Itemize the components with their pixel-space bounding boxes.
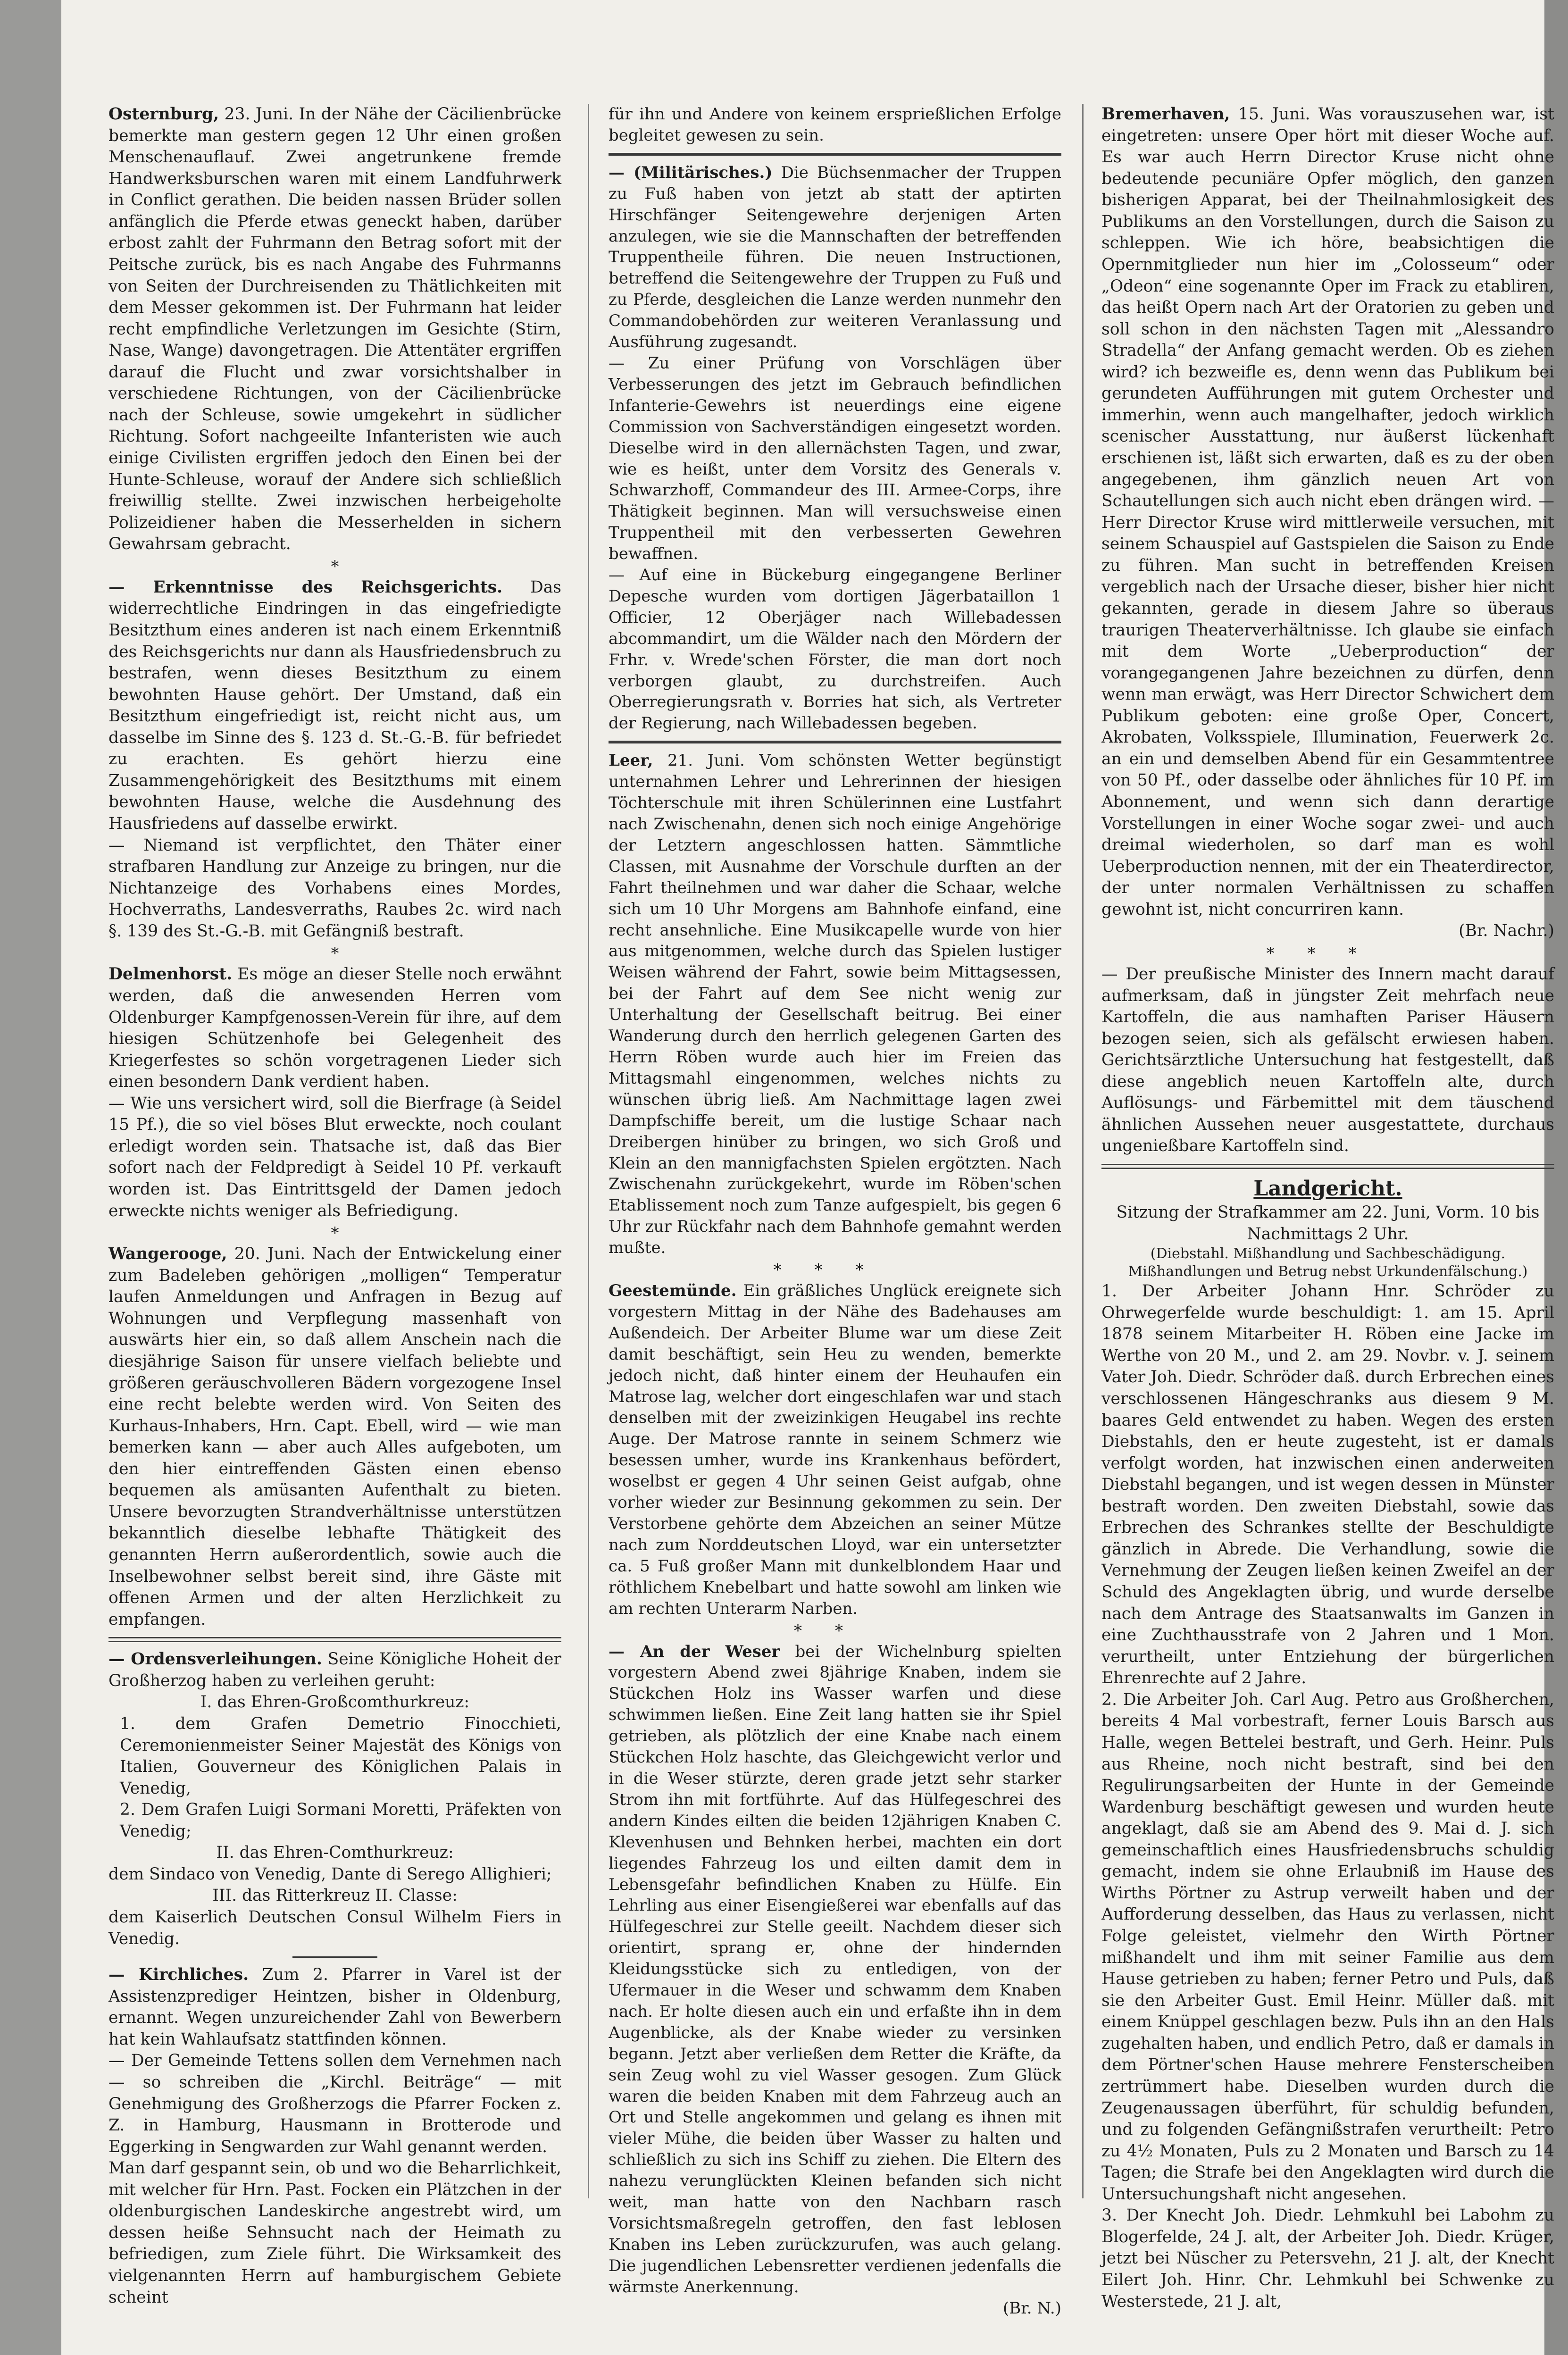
list-heading: II. das Ehren-Comthurkreuz:: [216, 1843, 454, 1862]
article-paragraph: — Wie uns versichert wird, soll die Bierfrage (à Seidel 15 Pf.), die so viel böses Blut erweckte, noch coulant erledigt worden sein. Thatsache ist, daß das Bier sofort nach der Feldpredigt à Seidel 10 Pf. verkauft worden ist. Das Eintrittsgeld der Damen jedoch erweckte nichts weniger als Befriedigung.: [108, 1094, 561, 1220]
award-list: [120, 1713, 561, 1842]
article-paragraph: — Auf eine in Bückeburg eingegangene Berliner Depesche wurden vom dortigen Jägerbataillon 1 Officier, 12 Oberjäger nach Willebadessen abcommandirt, um die Wälder nach den Mördern der Frhr. v. Wrede'schen Förster, die man dort noch verborgen glaubt, zu durchstreifen. Auch Oberregierungsrath v. Borries hat sich, als Vertreter der Regierung, nach Willebadessen begeben.: [609, 566, 1061, 733]
article-paragraph: — Niemand ist verpflichtet, den Thäter einer strafbaren Handlung zur Anzeige zu bringen, nur die Nichtanzeige des Vorhabens eines Mordes, Hochverraths, Landesverraths, Raubes 2c. wird nach §. 139 des St.-G.-B. mit Gefängniß bestraft.: [108, 835, 561, 941]
column-divider: [1082, 104, 1084, 2198]
article-paragraph: [609, 750, 1061, 1259]
article-text: Ein gräßliches Unglück ereignete sich vorgestern Mittag in der Nähe des Badehauses am Außendeich. Der Arbeiter Blume war um diese Zeit damit beschäftigt, sein Heu zu wenden, bemerkte jedoch nicht, daß hinter einem der Heuhaufen ein Matrose lag, welcher dort eingeschlafen war und stach denselben mit der zweizinkigen Heugabel ins rechte Auge. Der Matrose rannte in seinem Schmerz wie besessen umher, wurde ins Krankenhaus befördert, woselbst er gegen 4 Uhr seinen Geist aufgab, ohne vorher wieder zur Besinnung gekommen zu sein. Der Verstorbene gehörte dem Abzeichen an seiner Mütze nach zum Norddeutschen Lloyd, war ein untersetzter ca. 5 Fuß großer Mann mit dunkelblondem Haar und röthlichem Knebelbart und hatte sowohl am linken wie am rechten Unterarm Narben.: [609, 1281, 1061, 1618]
article-continuation: [609, 104, 1061, 146]
article-paragraph: [1101, 104, 1554, 920]
article-bremerhaven: [1101, 104, 1554, 942]
section-separator-asterisks: ***: [1266, 944, 1390, 963]
article-leer: [609, 750, 1061, 1259]
article-geestemuende: [609, 1280, 1061, 1620]
section-separator-asterisk: *: [331, 944, 339, 963]
article-lead: Delmenhorst.: [108, 965, 233, 984]
article-source: (Br. Nachr.): [1459, 921, 1554, 941]
session-info: Sitzung der Strafkammer am 22. Juni, Vorm. 10 bis Nachmittags 2 Uhr.: [1116, 1203, 1540, 1244]
list-item: dem Kaiserlich Deutschen Consul Wilhelm Fiers in Venedig.: [108, 1908, 561, 1948]
article-wangerooge: [108, 1244, 561, 1630]
article-source: (Br. N.): [1002, 2298, 1061, 2318]
page-binding-edge: [0, 0, 61, 2355]
article-paragraph: — Der Gemeinde Tettens sollen dem Vernehmen nach — so schreiben die „Kirchl. Beiträge“ — mit Genehmigung des Großherzogs die Pfarrer Focken z. Z. in Hamburg, Hausmann in Brotterode und Eggerking in Sengwarden zur Wahl genannt werden.: [108, 2051, 561, 2156]
article-text: 21. Juni. Vom schönsten Wetter begünstigt unternahmen Lehrer und Lehrerinnen der hiesigen Töchterschule mit ihren Schülerinnen eine Lustfahrt nach Zwischenahn, denen sich noch einige Angehörige der Letztern angeschlossen hatten. Sämmtliche Classen, mit Ausnahme der Vorschule durften an der Fahrt theilnehmen und war daher die Schaar, welche sich um 10 Uhr Morgens am Bahnhofe einfand, eine recht ansehnliche. Eine Musikcapelle wurde von hier aus mitgenommen, welche durch das Spielen lustiger Weisen während der Fahrt, sowie beim Mittagsessen, bei der Fahrt auf dem See nicht wenig zur Unterhaltung der Gesellschaft beitrug. Bei einer Wanderung durch den herrlich gelegenen Garten des Herrn Röben wurde auch hier im Freien das Mittagsmahl eingenommen, welches nichts zu wünschen übrig ließ. Am Nachmittage lagen zwei Dampfschiffe bereit, um die lustige Schaar nach Dreibergen hinüber zu bringen, wo sich Groß und Klein an den mannigfachsten Spielen ergötzten. Nach Zwischenahn zurückgekehrt, wurde im Röben'schen Etablissement noch zum Tanze aufgespielt, bis gegen 6 Uhr zur Rückfahr nach dem Bahnhofe gemahnt werden mußte.: [609, 751, 1061, 1258]
section-heading: Landgericht.: [1253, 1177, 1402, 1201]
article-landgericht: [1101, 1176, 1554, 2313]
article-text: 15. Juni. Was vorauszusehen war, ist eingetreten: unsere Oper hört mit dieser Woche auf. Es war auch Herrn Director Kruse nicht ohne bedeutende pecuniäre Opfer möglich, den ganzen bisherigen Apparat, bei der Theilnahmlosigkeit des Publikums an den Vorstellungen, durch die Saison zu schleppen. Wie ich höre, beabsichtigen die Opernmitglieder nun hier im „Colosseum“ oder „Odeon“ eine sogenannte Oper im Frack zu etabliren, das heißt Opern nach Art der Oratorien zu geben und soll schon in den nächsten Tagen mit „Alessandro Stradella“ der Anfang gemacht werden. Ob es ziehen wird? ich bezweifle es, denn wenn das Publikum bei gerundeten Aufführungen mit gutem Orchester und immerhin, wenn auch mangelhafter, jedoch wirklich scenischer Ausstattung, nur äußerst lückenhaft erschienen ist, läßt sich erwarten, daß es zu der oben angegebenen, ihm gänzlich neuen Art von Schautellungen sich auch nicht eben drängen wird. — Herr Director Kruse wird mittlerweile versuchen, mit seinem Schauspiel auf Gastspielen die Saison zu Ende zu führen. Man sucht in betreffenden Kreisen vergeblich nach der Ursache dieser, bisher hier nicht gekannten, gerade in diesem Jahre so überaus traurigen Theaterverhältnisse. Ich glaube sie einfach mit dem Worte „Ueberproduction“ der vorangegangenen Jahre bezeichnen zu dürfen, denn wenn man erwägt, was Herr Director Schwichert dem Publikum geboten: eine große Oper, Concert, Akrobaten, Volksspiele, Illumination, Feuerwerk 2c. an ein und demselben Abend für ein Gesammtentree von 50 Pf., oder dasselbe oder ähnliches für 10 Pf. im Abonnement, und wenn sich dann derartige Vorstellungen in einer Woche sogar zwei- und auch dreimal wiederholen, so darf man es wohl Ueberproduction nennen, mit der ein Theaterdirector, der unter normalen Verhältnissen zu schaffen gewohnt ist, nicht concurriren kann.: [1101, 105, 1554, 919]
article-lead: — An der Weser: [609, 1642, 780, 1661]
column-3: [1101, 104, 1554, 2314]
article-paragraph: [108, 1649, 561, 1692]
article-lead: Bremerhaven,: [1101, 105, 1230, 124]
section-separator-asterisks: **: [794, 1621, 876, 1640]
section-separator-asterisks: ***: [773, 1261, 897, 1280]
article-paragraph: 3. Der Knecht Joh. Diedr. Lehmkuhl bei Labohm zu Blogerfelde, 24 J. alt, der Arbeiter Joh. Diedr. Krüger, jetzt bei Nüscher zu Petersvehn, 21 J. alt, der Knecht Eilert Joh. Hinr. Chr. Lehmkuhl bei Schwenke zu Westerstede, 21 J. alt,: [1101, 2206, 1554, 2311]
article-paragraph: [609, 1641, 1061, 2298]
article-delmenhorst: [108, 964, 561, 1222]
list-item: 1. dem Grafen Demetrio Finocchieti, Ceremonienmeister Seiner Majestät des Königs von Italien, Gouverneur des Königlichen Palais in Venedig,: [120, 1714, 561, 1798]
article-paragraph: [108, 577, 561, 835]
article-text: Seine Königliche Hoheit der Großherzog haben zu verleihen geruht:: [108, 1650, 562, 1690]
article-lead: Wangerooge,: [108, 1244, 227, 1264]
article-lead: — Kirchliches.: [108, 1965, 249, 1985]
article-paragraph: für ihn und Andere von keinem ersprießlichen Erfolge begleitet gewesen zu sein.: [609, 105, 1061, 145]
article-paragraph: [108, 104, 561, 555]
article-reichsgericht: [108, 577, 561, 943]
article-text: Es möge an dieser Stelle noch erwähnt werden, daß die anwesenden Herren vom Oldenburger Kampfgenossen-Verein für ihre, auf dem hiesigen Schützenhofe bei Gelegenheit des Kriegerfestes so schön vorgetragenen Lieder sich einen besondern Dank verdient haben.: [108, 965, 562, 1092]
list-heading: III. das Ritterkreuz II. Classe:: [212, 1886, 458, 1905]
short-divider: [292, 1956, 377, 1958]
article-militaerisches: [609, 162, 1061, 734]
article-lead: Leer,: [609, 751, 653, 770]
article-lead: — Ordensverleihungen.: [108, 1650, 322, 1669]
article-text: bei der Wichelnburg spielten vorgestern Abend zwei 8jährige Knaben, indem sie Stückchen Holz ins Wasser warfen und diese schwimmen ließen. Eine Zeit lang hatten sie ihr Spiel getrieben, als plötzlich der eine Knabe nach einem Stückchen Holz haschte, das Gleichgewicht verlor und in die Weser stürzte, deren grade jetzt sehr starker Strom ihn mit fortführte. Auf das Hülfegeschrei des andern Kindes eilten die beiden 12jährigen Knaben C. Klevenhusen und Behnken herbei, machten ein dort liegendes Fahrzeug los und eilten damit dem in Lebensgefahr befindlichen Knaben zu Hülfe. Ein Lehrling aus einer Eisengießerei war ebenfalls auf das Hülfegeschrei zur Stelle geeilt. Nachdem dieser sich orientirt, sprang er, ohne der hindernden Kleidungsstücke sich zu entledigen, von der Ufermauer in die Weser und schwamm dem Knaben nach. Er holte diesen auch ein und erfaßte ihn in dem Augenblicke, als der Knabe wieder zu versinken begann. Jetzt aber verließen dem Retter die Kräfte, da sein Zeug wohl zu viel Wasser gesogen. Zum Glück waren die beiden Knaben mit dem Fahrzeug auch an Ort und Stelle angekommen und gelang es ihnen mit vieler Mühe, die beiden über Wasser zu halten und schließlich zu sich ins Schiff zu ziehen. Die Eltern des nahezu verunglückten Kleinen befanden sich nicht weit, man hatte von den Nachbarn rasch Vorsichtsmaßregeln getroffen, den fast leblosen Knaben ins Leben zurückzurufen, was auch gelang. Die jugendlichen Lebensretter verdienen jedenfalls die wärmste Anerkennung.: [609, 1642, 1061, 2297]
article-paragraph: [609, 162, 1061, 353]
article-text: 20. Juni. Nach der Entwickelung einer zum Badeleben gehörigen „molligen“ Temperatur laufen Anmeldungen und Anfragen in Bezug auf Wohnungen und Verpflegung massenhaft von auswärts hier ein, so daß allem Anschein nach die diesjährige Saison für unsere vielfach beliebte und größeren geräuschvolleren Bädern vorgezogene Insel eine recht belebte werden wird. Von Seiten des Kurhaus-Inhabers, Hrn. Capt. Ebell, wird — wie man bemerken kann — aber auch Alles aufgeboten, um den hier eintreffenden Gästen einen ebenso bequemen als amüsanten Aufenthalt zu bieten. Unsere bevorzugten Strandverhältnisse unterstützen bekanntlich dieselbe lebhafte Thätigkeit des genannten Herrn außerordentlich, sowie auch die Inselbewohner selbst bereit sind, ihre Gäste mit offenen Armen und der alten Herzlichkeit zu empfangen.: [108, 1244, 562, 1629]
article-text: Das widerrechtliche Eindringen in das eingefriedigte Besitzthum eines anderen ist nach einem Erkenntniß des Reichsgerichts nur dann als Hausfriedensbruch zu bestrafen, wenn dieses Besitzthum zu einem bewohnten Hause gehört. Der Umstand, daß ein Besitzthum eingefriedigt ist, reicht nicht aus, um dasselbe im Sinne des §. 123 d. St.-G.-B. für befriedet zu erachten. Es gehört hierzu eine Zusammengehörigkeit des Besitzthums mit einem bewohnten Hause, welche die Ausdehnung des Hausfriedens auf dasselbe erwirkt.: [108, 577, 562, 833]
list-item: 2. Dem Grafen Luigi Sormani Moretti, Präfekten von Venedig;: [120, 1800, 561, 1841]
article-paragraph: — Der preußische Minister des Innern macht darauf aufmerksam, daß in jüngster Zeit mehrfach neue Kartoffeln, die aus namhaften Pariser Häusern bezogen seien, sich als gefälscht erwiesen haben. Gerichtsärztliche Untersuchung hat festgestellt, daß diese angeblich neuen Kartoffeln alte, durch Auflösungs- und Färbemittel mit dem täuschend ähnlichen Aussehen neuer ausgestattete, durchaus ungenießbare Kartoffeln sind.: [1101, 964, 1554, 1156]
article-paragraph: [108, 964, 561, 1093]
article-paragraph: [609, 1280, 1061, 1620]
article-paragraph: Man darf gespannt sein, ob und wo die Beharrlichkeit, mit welcher für Hrn. Past. Focken ein Plätzchen in der oldenburgischen Landeskirche angestrebt wird, um dessen heiße Sehnsucht nach der Heimath zu befriedigen, zum Ziele führt. Die Wirksamkeit des vielgenannten Herrn auf hamburgischem Gebiete scheint: [108, 2159, 561, 2307]
article-paragraph: — Zu einer Prüfung von Vorschlägen über Verbesserungen des jetzt im Gebrauch befindlichen Infanterie-Gewehrs ist neuerdings eine eigene Commission von Sachverständigen eingesetzt worden. Dieselbe wird in den allernächsten Tagen, und zwar, wie es heißt, unter dem Vorsitz des Generals v. Schwarzhoff, Commandeur des III. Armee-Corps, ihre Thätigkeit beginnen. Man will versuchsweise einen Truppentheil mit den verbesserten Gewehren bewaffnen.: [609, 353, 1061, 564]
section-divider: [108, 1637, 561, 1642]
article-paragraph: [108, 1964, 561, 2050]
article-kirchliches: [108, 1964, 561, 2308]
article-lead: Geestemünde.: [609, 1281, 737, 1301]
article-lead: Osternburg,: [108, 105, 219, 124]
section-separator-asterisk: *: [331, 1224, 339, 1243]
article-text: 23. Juni. In der Nähe der Cäcilienbrücke bemerkte man gestern gegen 12 Uhr einen großen Menschenauflauf. Zwei angetrunkene fremde Handwerksburschen waren mit einem Landfuhrwerk in Conflict gerathen. Die beiden nassen Brüder sollen anfänglich die Pferde etwas geneckt haben, darüber erbost zahlt der Fuhrmann den Betrag sofort mit der Peitsche zurück, bis es nach Angabe des Fuhrmanns von Seiten der Durchreisenden zu Thätlichkeiten mit dem Messer gekommen ist. Der Fuhrmann hat leider recht empfindliche Verletzungen im Gesichte (Stirn, Nase, Wange) davongetragen. Die Attentäter ergriffen darauf die Flucht und zwar vorsichtshalber in verschiedene Richtungen, von der Cäcilienbrücke nach der Schleuse, sowie umgekehrt in südlicher Richtung. Sofort nachgeeilte Infanteristen wie auch einige Civilisten ergriffen jedoch den Einen bei der Hunte-Schleuse, worauf der Andere sich schließlich freiwillig stellte. Zwei inzwischen herbeigeholte Polizeidiener haben die Messerhelden in sichern Gewahrsam gebracht.: [108, 105, 561, 554]
article-an-der-weser: [609, 1641, 1061, 2319]
article-lead: — (Militärisches.): [609, 163, 773, 182]
section-divider: [1101, 1164, 1554, 1169]
article-paragraph: 2. Die Arbeiter Joh. Carl Aug. Petro aus Großherchen, bereits 4 Mal vorbestraft, ferner Louis Barsch aus Halle, wegen Bettelei bestraft, und Gerh. Heinr. Puls aus Rheine, noch nicht bestraft, sind bei den Regulirungsarbeiten der Hunte in der Gemeinde Wardenburg beschäftigt gewesen und wurden heute angeklagt, daß sie am Abend des 9. Mai d. J. sich gemeinschaftlich eines Hausfriedensbruchs schuldig gemacht, indem sie ohne Erlaubniß im Hause des Wirths Pörtner zu Astrup verweilt haben und der Aufforderung desselben, das Haus zu verlassen, nicht Folge geleistet, vielmehr den Wirth Pörtner mißhandelt und ihm mit seiner Familie aus dem Hause getrieben zu haben; ferner Petro und Puls, daß sie den Arbeiter Gust. Emil Heinr. Müller daß. mit einem Knüppel geschlagen bezw. Puls ihn an den Hals zugehalten haben, und endlich Petro, daß er damals in dem Pörtner'schen Hause mehrere Fensterscheiben zertrümmert habe. Dieselben wurden durch die Zeugenaussagen überführt, für schuldig befunden, und zu folgenden Gefängnißstrafen verurtheilt: Petro zu 4½ Monaten, Puls zu 2 Monaten und Barsch zu 14 Tagen; die Strafe bei den Angeklagten wird durch die Untersuchungshaft nicht angesehen.: [1101, 1690, 1554, 2204]
article-paragraph: 1. Der Arbeiter Johann Hnr. Schröder zu Ohrwegerfelde wurde beschuldigt: 1. am 15. April 1878 seinem Mitarbeiter H. Röben eine Jacke im Werthe von 20 M., und 2. am 29. Novbr. v. J. seinem Vater Joh. Diedr. Schröder daß. durch Erbrechen eines verschlossenen Hängeschranks aus diesem 9 M. baares Geld entwendet zu haben. Wegen des ersten Diebstahls, den er heute zugesteht, ist er damals verfolgt worden, hat inzwischen einen anderweiten Diebstahl begangen, und ist wegen dessen in Münster bestraft worden. Den zweiten Diebstahl, sowie das Erbrechen des Schrankes stellte der Beschuldigte gänzlich in Abrede. Die Verhandlung, sowie die Vernehmung der Zeugen ließen keinen Zweifel an der Schuld des Angeklagten übrig, und wurde derselbe nach dem Antrage des Staatsanwalts im Ganzen in eine Zuchthausstrafe von 2 Jahren und 1 Mon. verurtheilt, unter Entziehung der bürgerlichen Ehrenrechte auf 2 Jahre.: [1101, 1282, 1554, 1688]
section-separator-asterisk: *: [331, 557, 339, 576]
column-divider: [588, 104, 589, 2198]
column-1: [108, 104, 561, 2310]
article-lead: — Erkenntnisse des Reichsgerichts.: [108, 577, 503, 597]
section-divider: [609, 153, 1061, 156]
section-divider: [609, 741, 1061, 743]
case-summary-note: (Diebstahl. Mißhandlung und Sachbeschädigung. Mißhandlungen und Betrug nebst Urkundenfälschung.): [1128, 1245, 1528, 1280]
list-heading: I. das Ehren-Großcomthurkreuz:: [200, 1693, 470, 1712]
article-osternburg: [108, 104, 561, 555]
column-2: [609, 104, 1061, 2321]
article-kartoffeln: [1101, 964, 1554, 1157]
article-text: Die Büchsenmacher der Truppen zu Fuß haben von jetzt ab statt der aptirten Hirschfänger Seitengewehre derjenigen Arten anzulegen, wie sie die Mannschaften der betreffenden Truppentheile führen. Die neuen Instructionen, betreffend die Seitengewehre der Truppen zu Fuß und zu Pferde, desgleichen die Lanze werden nunmehr den Commandobehörden zur weiteren Veranlassung und Ausführung zugesandt.: [609, 163, 1061, 352]
article-ordensverleihungen: [108, 1649, 561, 1950]
article-paragraph: [108, 1244, 561, 1630]
list-item: dem Sindaco von Venedig, Dante di Serego Allighieri;: [108, 1864, 552, 1884]
article-text: Zum 2. Pfarrer in Varel ist der Assistenzprediger Heintzen, bisher in Oldenburg, ernannt. Wegen unzureichender Zahl von Bewerbern hat kein Wahlaufsatz stattfinden können.: [108, 1965, 561, 2049]
